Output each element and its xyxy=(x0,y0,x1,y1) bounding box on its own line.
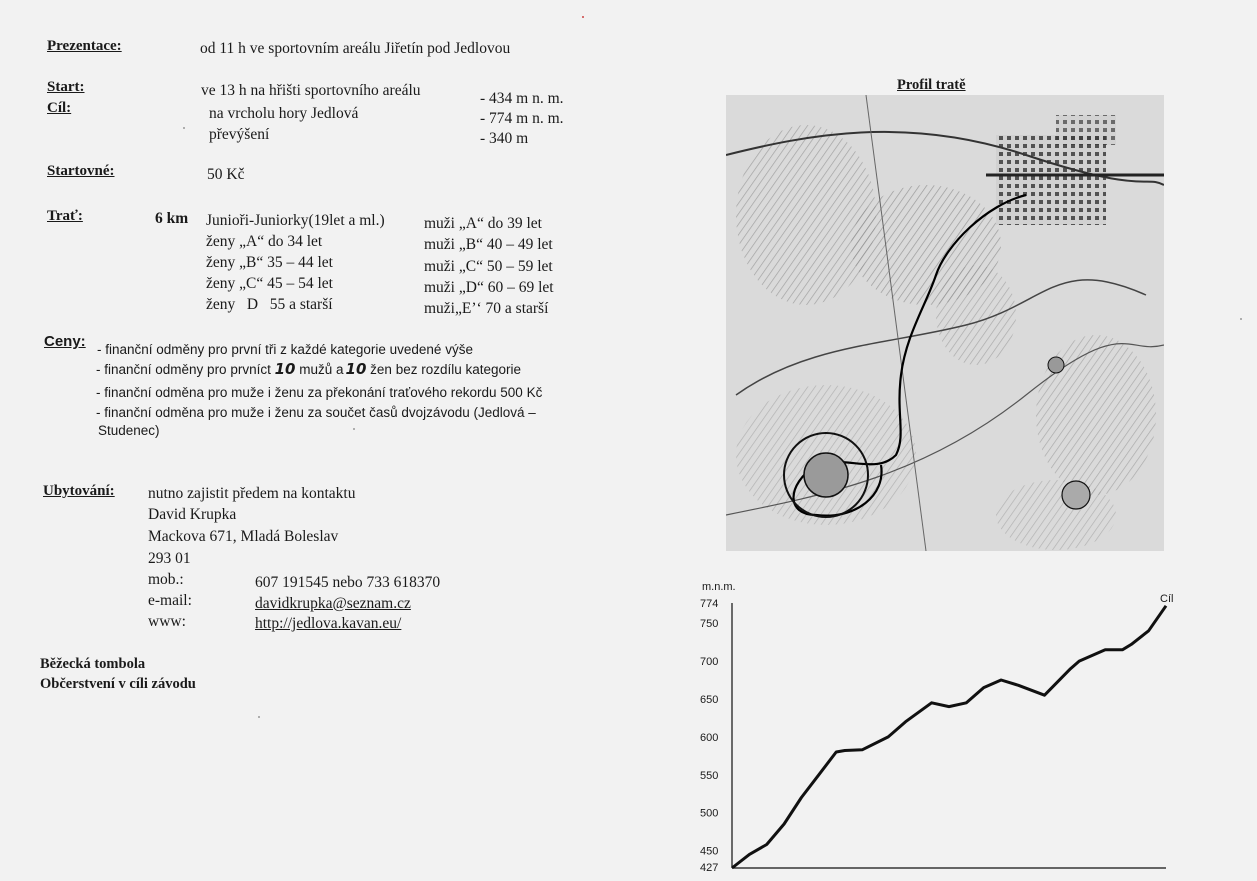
y-tick-label: 427 xyxy=(700,862,719,874)
y-tick-label: 550 xyxy=(700,769,719,782)
y-tick-label: 774 xyxy=(700,598,719,610)
contact-name: David Krupka xyxy=(148,506,237,523)
prevyseni-value: - 340 m xyxy=(480,130,529,147)
mob-label: mob.: xyxy=(148,571,184,588)
prezentace-text: od 11 h ve sportovním areálu Jiřetín pod Jedlovou xyxy=(200,40,511,57)
ceny-line-1: - finanční odměny pro první tři z každé kategorie uvedené výše xyxy=(97,342,473,357)
contact-zip: 293 01 xyxy=(148,550,191,567)
prevyseni-text: převýšení xyxy=(209,126,270,143)
scan-speck xyxy=(183,127,185,129)
y-tick-label: 750 xyxy=(700,618,719,631)
route-map-drawing xyxy=(726,95,1164,551)
ceny-line-2-b: mužů a xyxy=(299,362,344,377)
category-left-2: ženy „A“ do 34 let xyxy=(206,233,323,250)
start-label: Start: xyxy=(47,79,85,95)
startovne-label: Startovné: xyxy=(47,163,115,179)
scan-speck xyxy=(1240,318,1242,320)
y-axis-label: m.n.m. xyxy=(702,581,736,593)
extra-tombola: Běžecká tombola xyxy=(40,656,146,672)
scan-speck xyxy=(258,716,260,718)
y-tick-label: 450 xyxy=(700,845,719,858)
ceny-line-2 xyxy=(96,360,521,378)
handwritten-men-count: 10 xyxy=(274,360,296,378)
contact-address: Mackova 671, Mladá Boleslav xyxy=(148,528,339,545)
finish-label: Cíl xyxy=(1160,593,1174,605)
y-tick-label: 600 xyxy=(700,731,719,744)
www-label: www: xyxy=(148,613,186,630)
y-tick-label: 700 xyxy=(700,656,719,669)
elevation-chart-svg xyxy=(690,578,1190,876)
ceny-line-3: - finanční odměna pro muže i ženu za překonání traťového rekordu 500 Kč xyxy=(96,385,543,400)
category-left-1: Junioři-Juniorky(19let a ml.) xyxy=(206,212,385,229)
start-text: ve 13 h na hřišti sportovního areálu xyxy=(201,82,421,99)
route-map xyxy=(726,95,1164,551)
profile-title: Profil tratě xyxy=(897,77,966,93)
scan-speck xyxy=(353,428,355,430)
start-altitude: - 434 m n. m. xyxy=(480,90,564,107)
ceny-line-2-c: žen bez rozdílu kategorie xyxy=(370,362,522,377)
y-tick-label: 500 xyxy=(700,807,719,820)
startovne-text: 50 Kč xyxy=(207,166,245,183)
ceny-label: Ceny: xyxy=(44,333,86,350)
cil-label: Cíl: xyxy=(47,100,72,116)
mob-value: 607 191545 nebo 733 618370 xyxy=(255,574,441,591)
prezentace-label: Prezentace: xyxy=(47,38,122,54)
ubytovani-label: Ubytování: xyxy=(43,483,115,499)
category-right-3: muži „C“ 50 – 59 let xyxy=(424,258,553,275)
email-label: e-mail: xyxy=(148,592,192,609)
trat-distance: 6 km xyxy=(155,210,189,227)
cil-text: na vrcholu hory Jedlová xyxy=(209,105,359,122)
category-left-5: ženy D 55 a starší xyxy=(206,296,333,313)
scan-speck xyxy=(582,16,584,18)
www-link[interactable]: http://jedlova.kavan.eu/ xyxy=(255,615,402,632)
category-right-4: muži „D“ 60 – 69 let xyxy=(424,279,554,296)
email-link[interactable]: davidkrupka@seznam.cz xyxy=(255,595,411,612)
ubytovani-line-1: nutno zajistit předem na kontaktu xyxy=(148,485,356,502)
category-right-5: muži„E’‘ 70 a starší xyxy=(424,300,549,317)
elevation-series-line xyxy=(732,606,1166,868)
handwritten-women-count: 10 xyxy=(345,360,367,378)
y-tick-label: 650 xyxy=(700,693,719,706)
ceny-line-5: Studenec) xyxy=(98,423,160,438)
category-left-4: ženy „C“ 45 – 54 let xyxy=(206,275,333,292)
category-left-3: ženy „B“ 35 – 44 let xyxy=(206,254,333,271)
extra-refreshment: Občerstvení v cíli závodu xyxy=(40,676,196,692)
ceny-line-4: - finanční odměna pro muže i ženu za součet časů dvojzávodu (Jedlová – xyxy=(96,405,536,420)
category-right-2: muži „B“ 40 – 49 let xyxy=(424,236,553,253)
category-right-1: muži „A“ do 39 let xyxy=(424,215,542,232)
trat-label: Trať: xyxy=(47,208,83,224)
cil-altitude: - 774 m n. m. xyxy=(480,110,564,127)
ceny-line-2-a: - finanční odměny pro prvníct xyxy=(96,362,271,377)
elevation-chart xyxy=(690,578,1190,876)
